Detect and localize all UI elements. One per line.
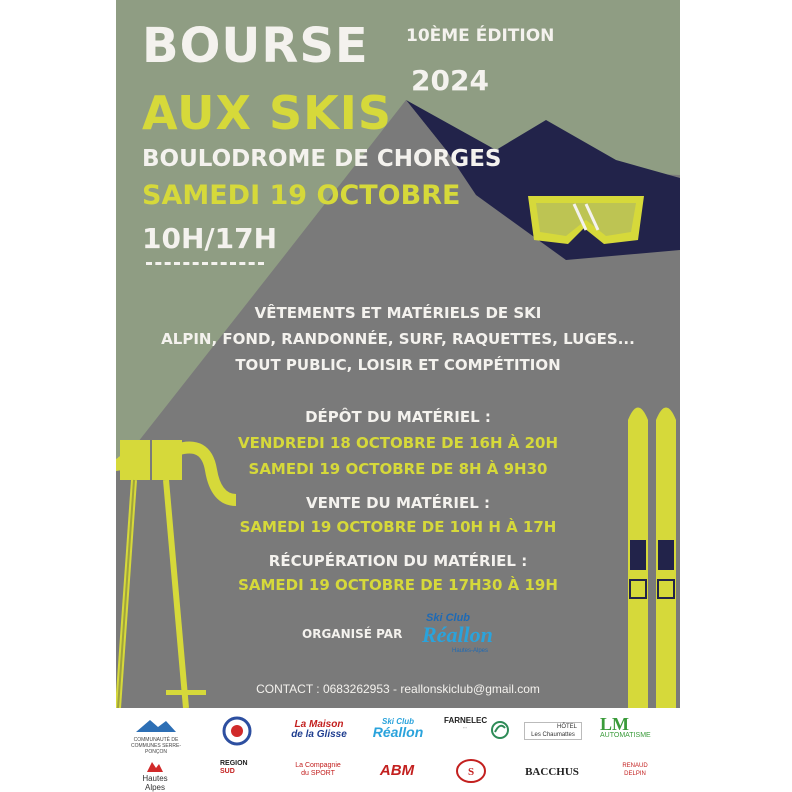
recup-line: SAMEDI 19 OCTOBRE DE 17H30 À 19H — [238, 576, 558, 594]
edition-label: 10ÈME ÉDITION — [406, 26, 555, 46]
sponsor-lm-automatisme: LM AUTOMATISME — [600, 714, 651, 739]
dashed-divider — [146, 262, 264, 265]
club-logo-region: Hautes-Alpes — [452, 648, 489, 654]
event-hours: 10H/17H — [142, 222, 278, 255]
sponsor-compagnie-sport: La Compagnie du SPORT — [295, 762, 341, 777]
sponsor-hautes-alpes: Hautes Alpes — [132, 758, 178, 792]
title-line-2: AUX SKIS — [142, 86, 393, 140]
sponsor-abm: ABM — [379, 762, 415, 779]
circle-logo-icon — [222, 716, 252, 746]
club-logo-name: Réallon — [422, 622, 493, 647]
sponsor-hotel: HÔTEL Les Chaumattes — [524, 722, 582, 740]
vente-line: SAMEDI 19 OCTOBRE DE 10H H À 17H — [239, 518, 557, 536]
peaks-logo-icon — [147, 758, 163, 772]
sponsor-logos — [116, 710, 680, 792]
club-logo-line: Ski Club — [426, 612, 471, 624]
description-line: TOUT PUBLIC, LOISIR ET COMPÉTITION — [235, 356, 561, 374]
venue-label: BOULODROME DE CHORGES — [142, 146, 502, 172]
ski-club-logo — [418, 612, 498, 658]
description-line: VÊTEMENTS ET MATÉRIELS DE SKI — [254, 304, 542, 322]
sponsor-renaud-delpin: RENAUD DELPIN — [622, 763, 648, 777]
event-poster — [116, 0, 680, 708]
description-line: ALPIN, FOND, RANDONNÉE, SURF, RAQUETTES, LUGES... — [161, 330, 635, 348]
mountain-logo-icon — [136, 718, 176, 732]
contact-info: CONTACT : 0683262953 - reallonskiclub@gmail.com — [256, 682, 540, 696]
event-date: SAMEDI 19 OCTOBRE — [142, 180, 461, 211]
sponsor-green-logo — [490, 720, 510, 740]
depot-title: DÉPÔT DU MATÉRIEL : — [305, 408, 491, 426]
sponsor-ski-club: Ski Club Réallon — [372, 717, 424, 740]
sponsor-maison-glisse: La Maison de la Glisse — [291, 719, 347, 740]
leaf-logo-icon — [490, 720, 510, 740]
title-line-1: BOURSE — [142, 18, 369, 74]
sponsor-s-logo — [456, 756, 486, 786]
organised-by-label: ORGANISÉ PAR — [302, 627, 403, 641]
sponsor-bacchus: BACCHUS — [525, 766, 579, 778]
sponsor-serre-poncon: COMMUNAUTÉ DE COMMUNES SERRE-PONÇON — [126, 718, 186, 755]
svg-text:S: S — [467, 766, 475, 778]
depot-line: SAMEDI 19 OCTOBRE DE 8H À 9H30 — [248, 460, 548, 478]
s-logo-icon — [456, 756, 486, 786]
sponsor-farnelec: FARNELEC ··· — [444, 716, 488, 730]
recup-title: RÉCUPÉRATION DU MATÉRIEL : — [268, 552, 528, 570]
depot-line: VENDREDI 18 OCTOBRE DE 16H À 20H — [237, 434, 559, 452]
vente-title: VENTE DU MATÉRIEL : — [306, 494, 490, 512]
year-label: 2024 — [411, 64, 489, 97]
sponsor-region-sud: REGION SUD — [220, 760, 248, 775]
sponsor-round-logo — [222, 716, 252, 746]
